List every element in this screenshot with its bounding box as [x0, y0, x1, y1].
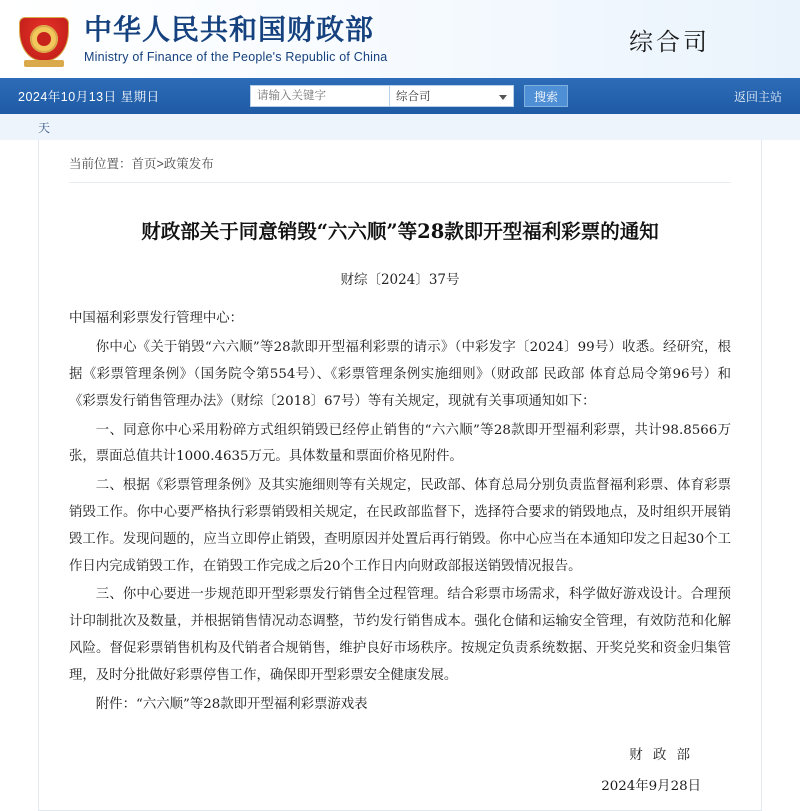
search-input[interactable] — [250, 85, 390, 107]
document-addressee: 中国福利彩票发行管理中心： — [69, 311, 244, 327]
document-paragraph: 三、你中心要进一步规范即开型彩票发行销售全过程管理。结合彩票市场需求，科学做好游戏设计。合理预计印制批次及数量，并根据销售情况动态调整，节约发行销售成本。强化仓储和运输安全管理，有效防范和化解风险。督促彩票销售机构及代销者合规销售，维护良好市场秩序。按规定负责系统数据、开奖兑奖和资金归集管理，及时分批做好彩票停售工作，确保即开型彩票安全健康发展。 — [69, 587, 731, 683]
document-paragraph: 一、同意你中心采用粉碎方式组织销毁已经停止销售的“六六顺”等28款即开型福利彩票，共计98.8566万张，票面总值共计1000.4635万元。具体数量和票面价格见附件。 — [69, 422, 731, 465]
document-signature: 财 政 部 — [629, 748, 693, 764]
search-area — [250, 85, 568, 107]
top-navbar — [0, 78, 800, 114]
current-date: 2024年10月13日 星期日 — [18, 90, 160, 104]
site-header — [0, 0, 800, 78]
chevron-down-icon — [499, 95, 507, 100]
breadcrumb[interactable]: 当前位置：首页>政策发布 — [69, 140, 731, 183]
document-body — [69, 306, 731, 718]
site-title-en: Ministry of Finance of the People's Republic of China — [84, 49, 388, 64]
page-title: 财政部关于同意销毁“六六顺”等28款即开型福利彩票的通知 — [141, 220, 659, 243]
department-select[interactable] — [390, 85, 514, 107]
document-number: 财综〔2024〕37号 — [340, 272, 460, 289]
sub-strip: 天 — [0, 114, 800, 140]
site-title-block — [84, 14, 387, 63]
document-card — [38, 140, 762, 811]
back-to-main-link[interactable]: 返回主站 — [733, 89, 782, 104]
department-name: 综合司 — [629, 28, 710, 56]
document-paragraph: 二、根据《彩票管理条例》及其实施细则等有关规定，民政部、体育总局分别负责监督福利彩票、体育彩票销毁工作。你中心要严格执行彩票销毁相关规定，在民政部监督下，选择符合要求的销毁地点，及时组织开展销毁工作。发现问题的，应当立即停止销毁，查明原因并处置后再行销毁。你中心应当在本通知印发之日起30个工作日内完成销毁工作，在销毁工作完成之后20个工作日内向财政部报送销毁情况报告。 — [69, 478, 731, 574]
search-button[interactable]: 搜索 — [524, 85, 568, 107]
national-emblem-icon — [16, 11, 72, 67]
department-select-value: 综合司 — [396, 91, 431, 103]
document-sign-date: 2024年9月28日 — [601, 779, 701, 795]
document-attachment: 附件：“六六顺”等28款即开型福利彩票游戏表 — [95, 696, 368, 712]
content-wrapper — [0, 140, 800, 811]
document-paragraph: 你中心《关于销毁“六六顺”等28款即开型福利彩票的请示》（中彩发字〔2024〕99号）收悉。经研究，根据《彩票管理条例》（国务院令第554号）、《彩票管理条例实施细则》（财政部 民政部 体育总局令第96号）和《彩票发行销售管理办法》（财综〔2018〕67号）等有关规定，现就有关事项通知如下： — [69, 340, 731, 409]
site-title-cn: 中华人民共和国财政部 — [84, 13, 375, 47]
